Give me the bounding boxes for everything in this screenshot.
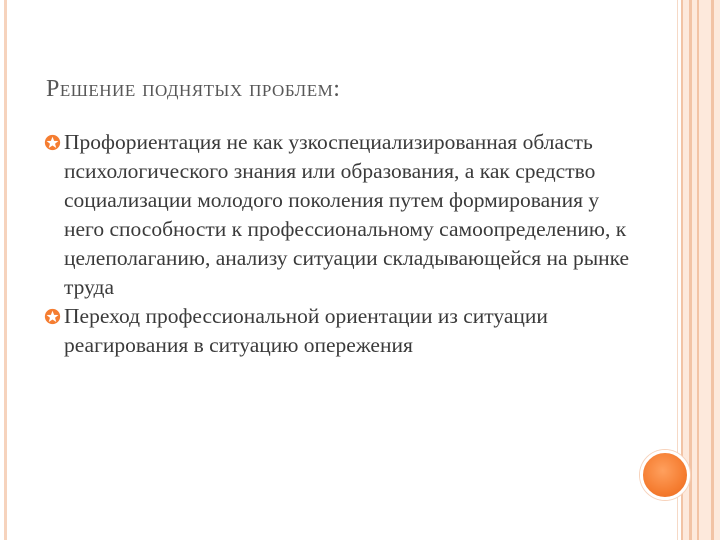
star-bullet-icon [44,308,61,325]
bullet-text: Профориентация не как узкоспециализированная область психологического знания или образования, а как средство социализации молодого поколения путем формирования у него способности к профессиональному самоопределению, к целеполаганию, анализу ситуации складывающейся на рынке труда [64,130,630,299]
right-decorative-bar [711,0,714,540]
bullet-text: Переход профессиональной ориентации из ситуации реагирования в ситуацию опережения [64,304,548,357]
right-decorative-bar [697,0,699,540]
bullet-list [44,128,644,360]
orange-circle-ornament [640,450,690,500]
right-decorative-band [682,0,720,540]
bullet-item [44,302,644,360]
slide-title: Решение поднятых проблем: [46,76,341,102]
right-decorative-bar [689,0,692,540]
bullet-item [44,128,644,302]
star-bullet-icon [44,134,61,151]
left-border [4,0,7,540]
